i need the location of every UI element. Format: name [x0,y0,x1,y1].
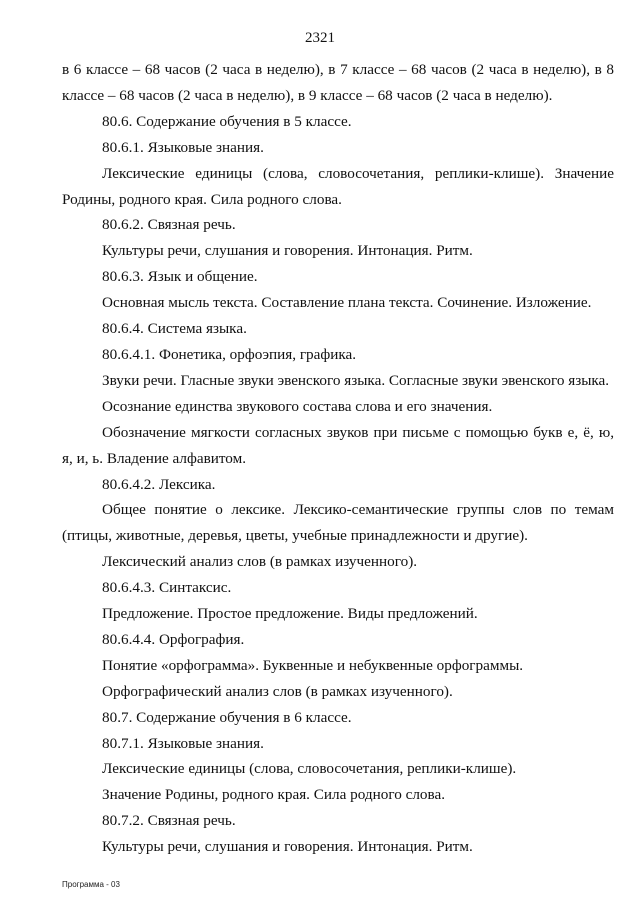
paragraph-speech-sounds: Звуки речи. Гласные звуки эвенского языка. Согласные звуки эвенского языка. [102,371,610,389]
page-number: 2321 [305,30,335,46]
paragraph-homeland: Значение Родины, родного края. Сила родного слова. [102,786,446,804]
paragraph-main-idea: Основная мысль текста. Составление плана текста. Сочинение. Изложение. [102,294,592,312]
paragraph-orthogram: Понятие «орфограмма». Буквенные и небуквенные орфограммы. [102,656,524,674]
heading-80-6-4-2: 80.6.4.2. Лексика. [102,475,216,493]
heading-80-7-1: 80.7.1. Языковые знания. [102,734,264,752]
paragraph-speech-culture-6: Культуры речи, слушания и говорения. Интонация. Ритм. [102,838,473,856]
heading-80-6-4-1: 80.6.4.1. Фонетика, орфоэпия, графика. [102,345,357,363]
heading-80-7-2: 80.7.2. Связная речь. [102,812,236,830]
paragraph-speech-culture: Культуры речи, слушания и говорения. Интонация. Ритм. [102,242,473,260]
paragraph-hours-continuation: в 6 классе – 68 часов (2 часа в неделю), в 7 классе – 68 часов (2 часа в неделю), в 8 классе – 68 часов (2 часа в неделю), в 9 классе – 68 часов (2 часа в неделю). [62,61,614,104]
heading-80-6: 80.6. Содержание обучения в 5 классе. [102,112,352,130]
paragraph-sentence: Предложение. Простое предложение. Виды предложений. [102,605,478,623]
document-body [62,57,614,860]
paragraph-softness: Обозначение мягкости согласных звуков при письме с помощью букв е, ё, ю, я, и, ь. Владение алфавитом. [62,423,614,467]
heading-80-6-1: 80.6.1. Языковые знания. [102,138,264,156]
paragraph-orthographic-analysis: Орфографический анализ слов (в рамках изученного). [102,682,453,700]
footer-label: Программа - 03 [62,880,120,889]
paragraph-lexical-units-6: Лексические единицы (слова, словосочетания, реплики-клише). [102,760,517,778]
heading-80-6-4-3: 80.6.4.3. Синтаксис. [102,579,232,597]
heading-80-6-4: 80.6.4. Система языка. [102,320,247,338]
paragraph-lexical-analysis: Лексический анализ слов (в рамках изученного). [102,553,418,571]
heading-80-6-2: 80.6.2. Связная речь. [102,216,236,234]
heading-80-7: 80.7. Содержание обучения в 6 классе. [102,708,352,726]
heading-80-6-4-4: 80.6.4.4. Орфография. [102,630,245,648]
heading-80-6-3: 80.6.3. Язык и общение. [102,268,258,286]
paragraph-lexical-units: Лексические единицы (слова, словосочетания, реплики-клише). Значение Родины, родного края. Сила родного слова. [62,164,614,208]
paragraph-sound-unity: Осознание единства звукового состава слова и его значения. [102,397,493,415]
paragraph-lexicon: Общее понятие о лексике. Лексико-семантические группы слов по темам (птицы, животные, деревья, цветы, учебные принадлежности и другие). [62,501,614,545]
